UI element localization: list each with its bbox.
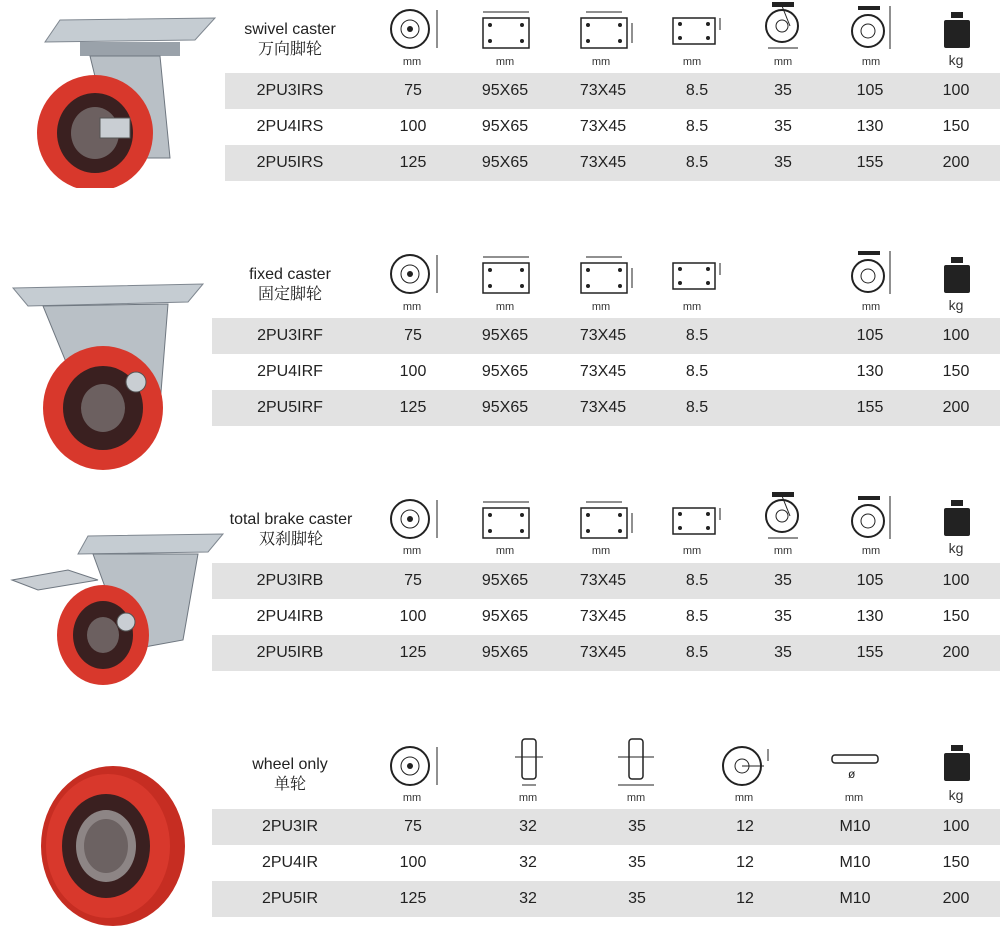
value-cell: 35 [774, 82, 792, 99]
value-cell: 150 [942, 854, 970, 871]
load-weight-icon [942, 500, 972, 536]
value-cell: 73X45 [579, 608, 627, 625]
unit-label: mm [773, 545, 793, 557]
value-cell: 130 [856, 118, 884, 135]
value-cell: 75 [404, 572, 422, 589]
brake-caster-photo [8, 530, 228, 690]
value-cell: 35 [628, 818, 646, 835]
value-cell: 8.5 [685, 572, 709, 589]
swivel-offset-icon [760, 0, 810, 52]
value-cell: 8.5 [685, 644, 709, 661]
value-cell: 8.5 [685, 608, 709, 625]
value-cell: 73X45 [579, 118, 627, 135]
value-cell: 150 [942, 118, 970, 135]
overall-height-icon [848, 249, 898, 297]
value-cell: 100 [399, 118, 427, 135]
value-cell: 73X45 [579, 644, 627, 661]
value-cell: 95X65 [481, 644, 529, 661]
title-cn: 万向脚轮 [257, 41, 322, 58]
value-cell: 8.5 [685, 82, 709, 99]
value-cell: 100 [399, 608, 427, 625]
value-cell: 32 [519, 890, 537, 907]
value-cell: 100 [399, 854, 427, 871]
value-cell: 155 [856, 644, 884, 661]
section-title [225, 755, 355, 795]
value-cell: 95X65 [481, 363, 529, 380]
value-cell: 95X65 [481, 608, 529, 625]
unit-label: mm [495, 545, 515, 557]
load-weight-icon [942, 257, 972, 293]
model-cell: 2PU4IRB [256, 608, 324, 625]
swivel-caster-photo [20, 8, 220, 188]
table-row [212, 809, 1000, 845]
value-cell: 200 [942, 154, 970, 171]
top-plate-icon [478, 253, 538, 295]
model-cell: 2PU5IRS [256, 154, 324, 171]
unit-label: kg [948, 297, 964, 313]
title-en: total brake caster [229, 511, 353, 528]
model-cell: 2PU5IRB [256, 644, 324, 661]
table-row [212, 599, 1000, 635]
unit-label: mm [773, 56, 793, 68]
fixed-caster-photo [8, 280, 208, 470]
value-cell: 105 [856, 572, 884, 589]
value-cell: 35 [774, 644, 792, 661]
value-cell: 95X65 [481, 82, 529, 99]
value-cell: 100 [942, 572, 970, 589]
value-cell: 73X45 [579, 363, 627, 380]
model-cell: 2PU5IR [261, 890, 319, 907]
wheel-photo [28, 761, 188, 931]
title-cn: 固定脚轮 [257, 286, 322, 303]
wheel-diameter-icon [385, 6, 445, 52]
value-cell: 73X45 [579, 154, 627, 171]
table-row [225, 145, 1000, 181]
table-row [225, 73, 1000, 109]
bolt-hole-size-icon [668, 12, 728, 48]
value-cell: 130 [856, 363, 884, 380]
unit-label: mm [591, 56, 611, 68]
value-cell: 35 [774, 608, 792, 625]
value-cell: 8.5 [685, 399, 709, 416]
unit-label: mm [861, 56, 881, 68]
bolt-hole-spacing-icon [576, 498, 636, 540]
title-en: swivel caster [244, 21, 336, 38]
axle-diameter-symbol: ø [848, 767, 856, 781]
value-cell: 73X45 [579, 572, 627, 589]
bolt-hole-spacing-icon [576, 253, 636, 295]
title-cn: 双刹脚轮 [258, 531, 323, 548]
unit-label: mm [682, 301, 702, 313]
unit-label: mm [402, 301, 422, 313]
wheel-diameter-icon [385, 496, 445, 542]
value-cell: 75 [404, 327, 422, 344]
value-cell: 8.5 [685, 118, 709, 135]
title-cn: 单轮 [273, 776, 306, 793]
wheel-diameter-icon [385, 251, 445, 297]
value-cell: 8.5 [685, 363, 709, 380]
unit-label: mm [402, 56, 422, 68]
value-cell: 125 [399, 890, 427, 907]
unit-label: kg [948, 52, 964, 68]
value-cell: 32 [519, 854, 537, 871]
model-cell: 2PU4IR [261, 854, 319, 871]
model-cell: 2PU4IRF [257, 363, 323, 380]
section-title [225, 20, 355, 60]
hub-length-icon [612, 735, 662, 791]
unit-label: mm [518, 792, 538, 804]
value-cell: 100 [942, 82, 970, 99]
value-cell: 95X65 [481, 572, 529, 589]
value-cell: 35 [774, 118, 792, 135]
table-row [225, 109, 1000, 145]
value-cell: 125 [399, 644, 427, 661]
table-row [212, 390, 1000, 426]
model-cell: 2PU5IRF [257, 399, 323, 416]
value-cell: 150 [942, 608, 970, 625]
load-weight-icon [942, 12, 972, 48]
unit-label: mm [734, 792, 754, 804]
model-cell: 2PU4IRS [256, 118, 324, 135]
value-cell: 100 [942, 327, 970, 344]
value-cell: M10 [839, 818, 871, 835]
top-plate-icon [478, 498, 538, 540]
value-cell: 8.5 [685, 154, 709, 171]
unit-label: mm [495, 56, 515, 68]
model-cell: 2PU3IRF [257, 327, 323, 344]
overall-height-icon [848, 4, 898, 52]
section-title [220, 510, 362, 550]
value-cell: 105 [856, 82, 884, 99]
value-cell: 100 [942, 818, 970, 835]
value-cell: 200 [942, 890, 970, 907]
value-cell: 12 [736, 818, 754, 835]
value-cell: 35 [628, 854, 646, 871]
section-total-brake-caster [0, 490, 1000, 700]
section-wheel-only [0, 735, 1000, 935]
value-cell: 105 [856, 327, 884, 344]
value-cell: 100 [399, 363, 427, 380]
value-cell: 200 [942, 399, 970, 416]
value-cell: 73X45 [579, 82, 627, 99]
top-plate-icon [478, 8, 538, 50]
value-cell: 12 [736, 890, 754, 907]
model-cell: 2PU3IRB [256, 572, 324, 589]
unit-label: mm [861, 301, 881, 313]
table-row [212, 635, 1000, 671]
value-cell: 35 [774, 154, 792, 171]
value-cell: 95X65 [481, 118, 529, 135]
title-en: fixed caster [249, 266, 331, 283]
bore-diameter-icon [718, 743, 778, 789]
value-cell: 125 [399, 399, 427, 416]
unit-label: mm [591, 301, 611, 313]
overall-height-icon [848, 494, 898, 542]
table-row [212, 881, 1000, 917]
section-title [225, 265, 355, 305]
unit-label: kg [948, 787, 964, 803]
axle-bolt-icon [828, 749, 884, 785]
value-cell: 200 [942, 644, 970, 661]
unit-label: mm [682, 56, 702, 68]
unit-label: mm [402, 545, 422, 557]
unit-label: mm [402, 792, 422, 804]
table-row [212, 563, 1000, 599]
unit-label: mm [495, 301, 515, 313]
value-cell: 130 [856, 608, 884, 625]
bolt-hole-size-icon [668, 257, 728, 293]
value-cell: 35 [774, 572, 792, 589]
table-row [212, 845, 1000, 881]
unit-label: mm [626, 792, 646, 804]
model-cell: 2PU3IRS [256, 82, 324, 99]
value-cell: 73X45 [579, 327, 627, 344]
value-cell: 73X45 [579, 399, 627, 416]
table-row [212, 318, 1000, 354]
unit-label: mm [861, 545, 881, 557]
unit-label: mm [682, 545, 702, 557]
value-cell: 35 [628, 890, 646, 907]
value-cell: 95X65 [481, 154, 529, 171]
value-cell: 155 [856, 154, 884, 171]
load-weight-icon [942, 745, 972, 781]
wheel-diameter-icon [385, 743, 445, 789]
unit-label: mm [844, 792, 864, 804]
value-cell: 150 [942, 363, 970, 380]
value-cell: 125 [399, 154, 427, 171]
section-fixed-caster [0, 245, 1000, 475]
value-cell: 95X65 [481, 399, 529, 416]
value-cell: 8.5 [685, 327, 709, 344]
value-cell: 12 [736, 854, 754, 871]
model-cell: 2PU3IR [261, 818, 319, 835]
swivel-offset-icon [760, 490, 810, 542]
table-row [212, 354, 1000, 390]
value-cell: 32 [519, 818, 537, 835]
title-en: wheel only [252, 756, 328, 773]
bolt-hole-spacing-icon [576, 8, 636, 50]
wheel-width-icon [505, 735, 555, 791]
unit-label: kg [948, 540, 964, 556]
value-cell: M10 [839, 854, 871, 871]
bolt-hole-size-icon [668, 502, 728, 538]
value-cell: 75 [404, 82, 422, 99]
unit-label: mm [591, 545, 611, 557]
value-cell: M10 [839, 890, 871, 907]
section-swivel-caster [0, 0, 1000, 190]
value-cell: 95X65 [481, 327, 529, 344]
value-cell: 155 [856, 399, 884, 416]
value-cell: 75 [404, 818, 422, 835]
